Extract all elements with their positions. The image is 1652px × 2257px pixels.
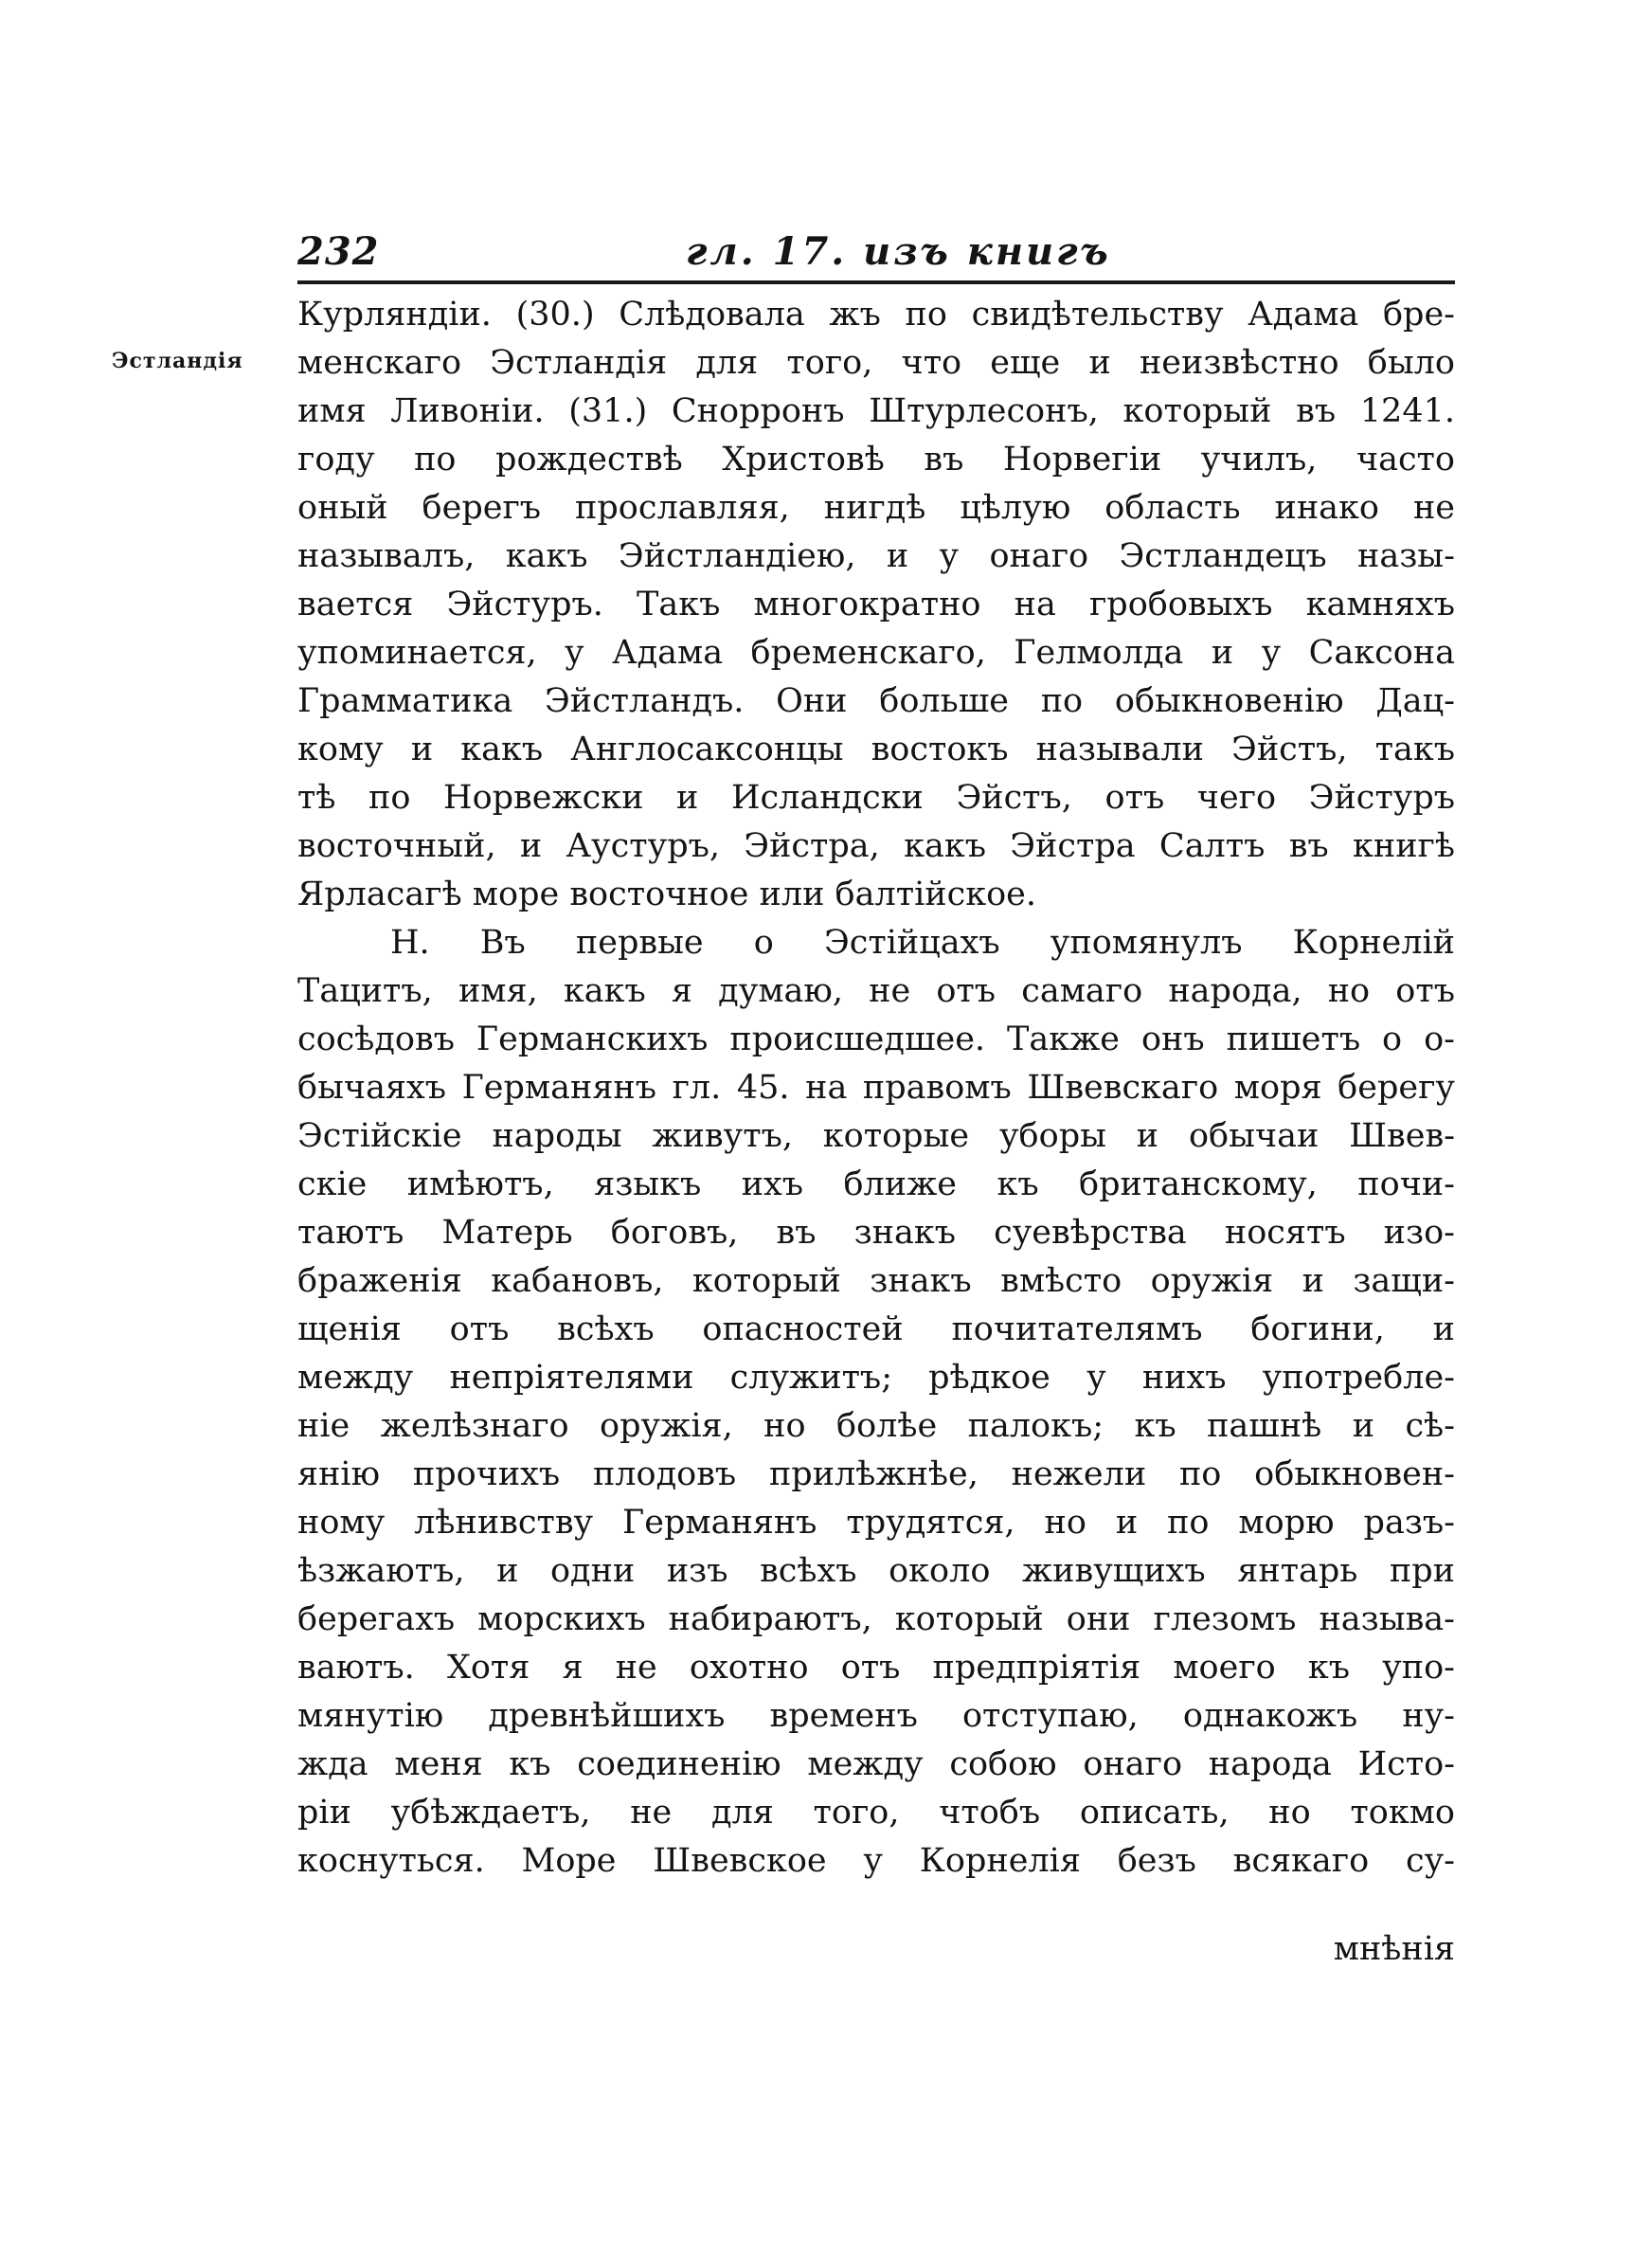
header-rule	[297, 280, 1455, 284]
text-line: Эстійскіе народы живутъ, которые уборы и обычаи Швев-	[297, 1117, 1455, 1155]
text-line: Тацитъ, имя, какъ я думаю, не отъ самаго народа, но отъ	[297, 972, 1455, 1010]
text-line: браженія кабановъ, который знакъ вмѣсто оружія и защи-	[297, 1262, 1455, 1300]
text-line: ному лѣнивству Германянъ трудятся, но и по морю разъ-	[297, 1504, 1455, 1542]
text-line: янію прочихъ плодовъ прилѣжнѣе, нежели по обыкновен-	[297, 1455, 1455, 1493]
text-line: Грамматика Эйстландъ. Они больше по обыкновенію Дац-	[297, 682, 1455, 720]
running-title: гл. 17. изъ книгъ	[686, 229, 1111, 274]
text-line: году по рождествѣ Христовѣ въ Норвегіи училъ, часто	[297, 441, 1455, 478]
text-line: коснуться. Море Швевское у Корнелія безъ всякаго су-	[297, 1842, 1455, 1880]
text-line: восточный, и Аустуръ, Эйстра, какъ Эйстра Салтъ въ книгѣ	[297, 827, 1455, 865]
text-line: оный берегъ прославляя, нигдѣ цѣлую область инако не	[297, 489, 1455, 527]
text-line: менскаго Эстландія для того, что еще и неизвѣстно было	[297, 344, 1455, 382]
text-line: ріи убѣждаетъ, не для того, чтобъ описать, но токмо	[297, 1794, 1455, 1832]
text-line: ѣзжаютъ, и одни изъ всѣхъ около живущихъ янтарь при	[297, 1552, 1455, 1590]
text-line: Н. Въ первые о Эстійцахъ упомянулъ Корнелій	[390, 924, 1455, 962]
text-line: тѣ по Норвежски и Исландски Эйстъ, отъ чего Эйстуръ	[297, 779, 1455, 817]
text-line: таютъ Матерь боговъ, въ знакъ суевѣрства носятъ изо-	[297, 1214, 1455, 1252]
text-line: имя Ливоніи. (31.) Снорронъ Штурлесонъ, который въ 1241.	[297, 392, 1455, 430]
page-number: 232	[297, 229, 380, 274]
text-line: сосѣдовъ Германскихъ происшедшее. Также онъ пишетъ о о-	[297, 1020, 1455, 1058]
text-line: Курляндіи. (30.) Слѣдовала жъ по свидѣтельству Адама бре-	[297, 296, 1455, 334]
margin-note: Эстландія	[112, 349, 243, 373]
text-line: мянутію древнѣйшихъ временъ отступаю, однакожъ ну-	[297, 1697, 1455, 1735]
text-line: упоминается, у Адама бременскаго, Гелмолда и у Саксона	[297, 634, 1455, 672]
text-line: щенія отъ всѣхъ опасностей почитателямъ богини, и	[297, 1310, 1455, 1348]
text-line: называлъ, какъ Эйстландіею, и у онаго Эстландецъ назы-	[297, 537, 1455, 575]
text-line: Ярласагѣ море восточное или балтійское.	[297, 876, 1036, 913]
text-line: жда меня къ соединенію между собою онаго народа Исто-	[297, 1745, 1455, 1783]
text-line: ваютъ. Хотя я не охотно отъ предпріятія моего къ упо-	[297, 1649, 1455, 1687]
text-line: между непріятелями служитъ; рѣдкое у нихъ употребле-	[297, 1359, 1455, 1397]
text-line: вается Эйстуръ. Такъ многократно на гробовыхъ камняхъ	[297, 586, 1455, 623]
body-text	[297, 291, 1455, 1886]
catchword: мнѣнія	[1333, 1930, 1455, 1968]
running-head	[297, 224, 1463, 280]
text-line: ніе желѣзнаго оружія, но болѣе палокъ; къ пашнѣ и сѣ-	[297, 1407, 1455, 1445]
text-line: кому и какъ Англосаксонцы востокъ называли Эйстъ, такъ	[297, 731, 1455, 768]
text-line: бычаяхъ Германянъ гл. 45. на правомъ Швевскаго моря берегу	[297, 1069, 1455, 1107]
text-line: берегахъ морскихъ набираютъ, который они глезомъ называ-	[297, 1600, 1455, 1638]
text-line: скіе имѣютъ, языкъ ихъ ближе къ британскому, почи-	[297, 1165, 1455, 1203]
